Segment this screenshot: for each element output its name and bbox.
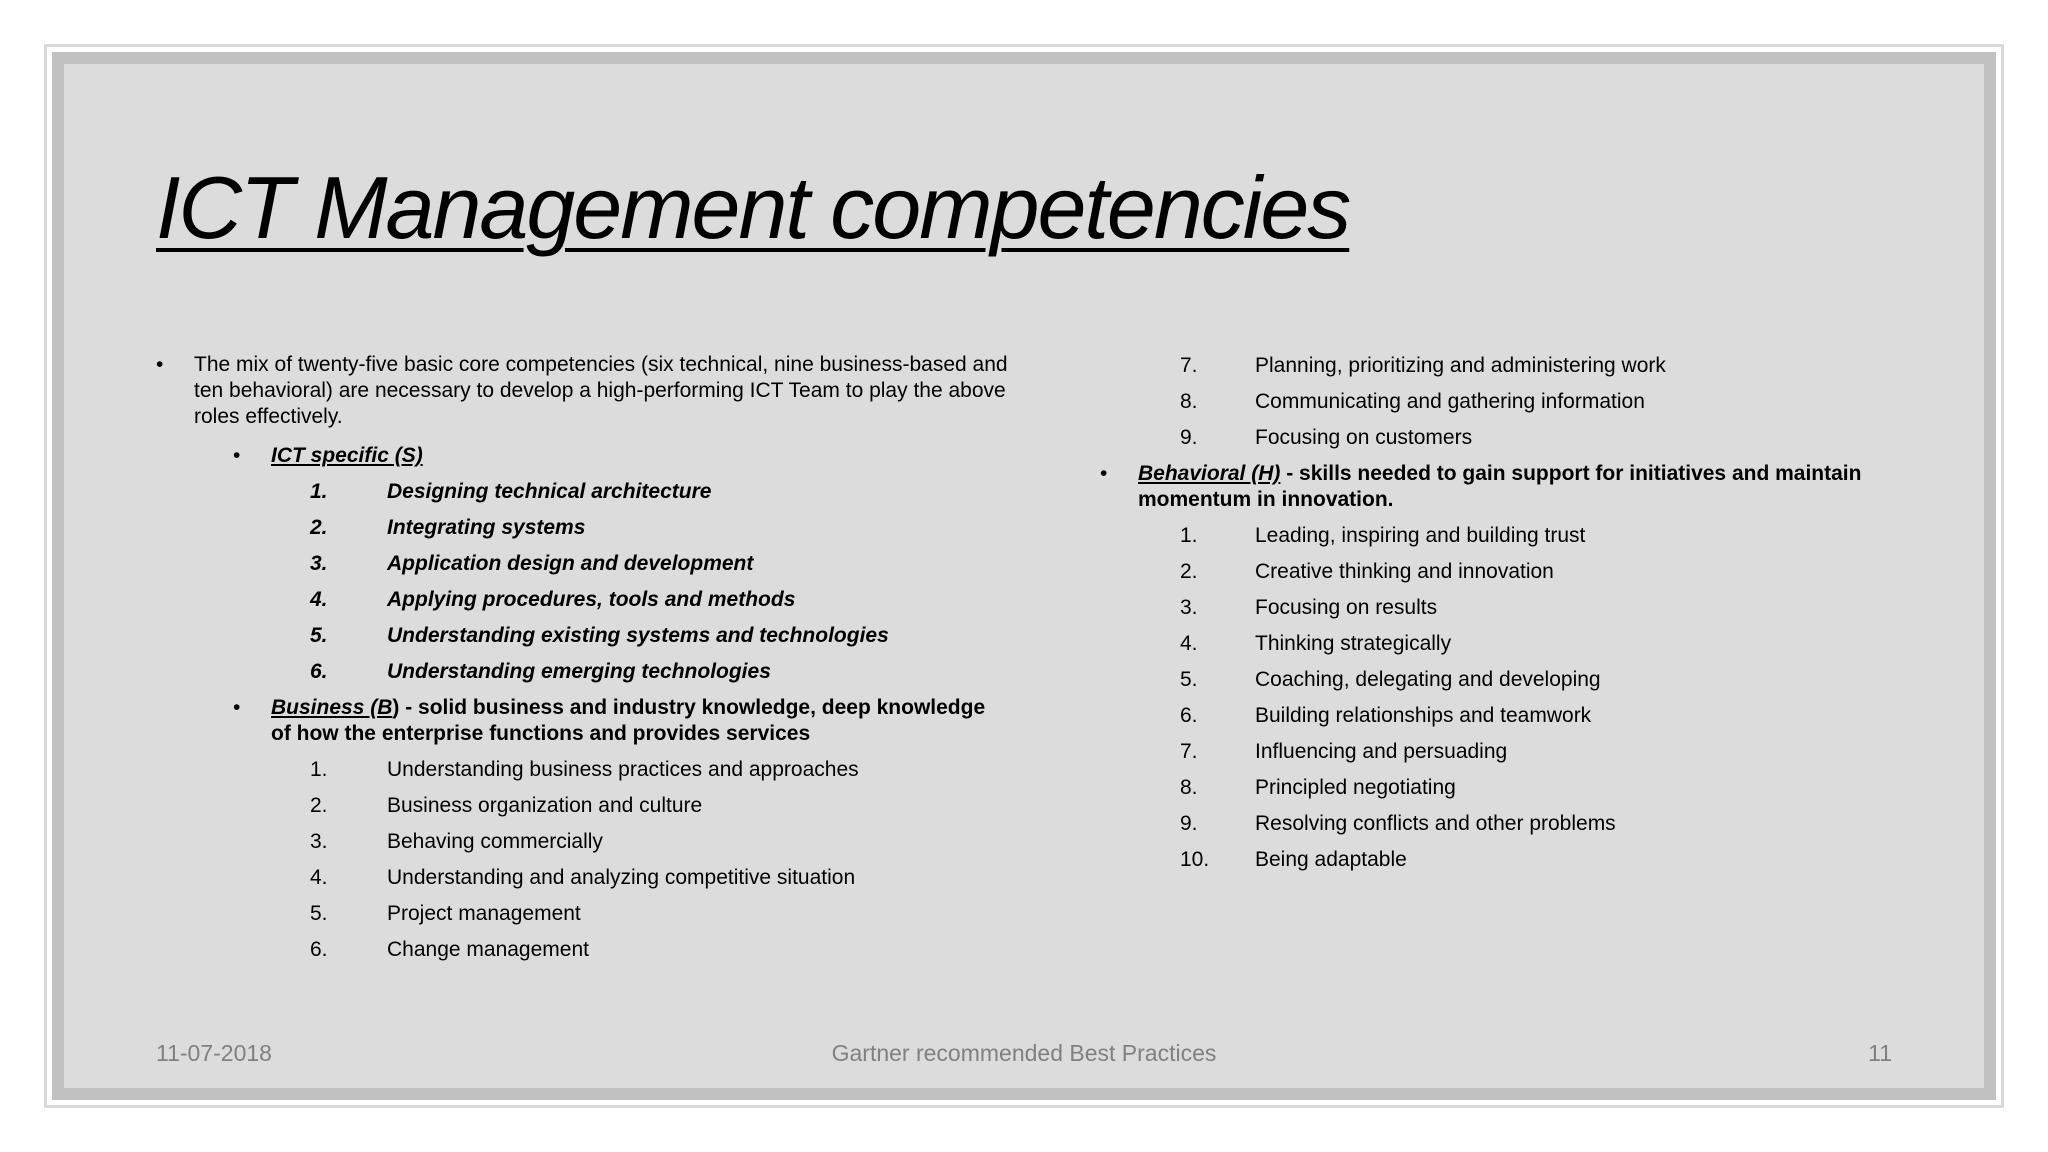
list-item [156, 546, 1036, 582]
ict-specific-bullet [233, 438, 1036, 474]
item-text: Business organization and culture [387, 794, 703, 817]
list-item [156, 618, 1036, 654]
left-column [156, 352, 1036, 968]
list-item [1100, 518, 1900, 554]
business-list [156, 752, 1036, 968]
behavioral-description: - skills needed to gain support for initiatives and maintain momentum in innovation. [1138, 462, 1862, 511]
item-number: 8. [1180, 776, 1198, 799]
business-list-continued [1100, 348, 1900, 456]
list-item [1100, 554, 1900, 590]
business-bullet [233, 695, 991, 747]
item-number: 3. [310, 830, 328, 853]
behavioral-label: Behavioral (H) [1138, 462, 1281, 485]
item-number: 3. [1180, 596, 1198, 619]
list-item [1100, 626, 1900, 662]
item-text: Integrating systems [387, 516, 586, 539]
list-item [1100, 698, 1900, 734]
item-text: Communicating and gathering information [1255, 390, 1645, 413]
intro-bullet [156, 352, 1036, 430]
list-item [156, 788, 1036, 824]
item-text: Planning, prioritizing and administering work [1255, 354, 1666, 377]
list-item [1100, 734, 1900, 770]
item-text: Change management [387, 938, 589, 961]
item-text: Understanding emerging technologies [387, 660, 771, 683]
slide-title: ICT Management competencies [156, 158, 1350, 257]
list-item [156, 752, 1036, 788]
list-item [1100, 348, 1900, 384]
bullet-icon: • [156, 353, 164, 376]
item-text: Coaching, delegating and developing [1255, 668, 1601, 691]
item-number: 7. [1180, 354, 1198, 377]
item-text: Behaving commercially [387, 830, 603, 853]
item-number: 5. [1180, 668, 1198, 691]
item-text: Principled negotiating [1255, 776, 1456, 799]
item-text: Focusing on results [1255, 596, 1438, 619]
item-text: Applying procedures, tools and methods [387, 588, 796, 611]
right-column [1100, 348, 1900, 878]
bullet-icon: • [1100, 462, 1108, 485]
item-text: Understanding existing systems and technologies [387, 624, 889, 647]
footer-center-text: Gartner recommended Best Practices [831, 1040, 1217, 1066]
item-text: Understanding and analyzing competitive situation [387, 866, 856, 889]
item-number: 2. [310, 516, 328, 539]
item-number: 9. [1180, 812, 1198, 835]
item-number: 5. [310, 624, 328, 647]
list-item [156, 654, 1036, 690]
item-number: 9. [1180, 426, 1198, 449]
item-text: Resolving conflicts and other problems [1255, 812, 1616, 835]
business-label: Business (B [271, 696, 393, 719]
item-text: Creative thinking and innovation [1255, 560, 1554, 583]
bullet-icon: • [233, 696, 241, 719]
item-text: Application design and development [387, 552, 754, 575]
business-description: - solid business and industry knowledge, deep knowledge of how the enterprise functions and provides services [271, 696, 986, 745]
item-number: 4. [310, 866, 328, 889]
ict-list [156, 474, 1036, 690]
list-item [1100, 420, 1900, 456]
item-number: 10. [1180, 848, 1210, 871]
list-item [156, 860, 1036, 896]
list-item [1100, 384, 1900, 420]
item-text: Leading, inspiring and building trust [1255, 524, 1586, 547]
item-text: Understanding business practices and approaches [387, 758, 859, 781]
item-number: 2. [1180, 560, 1198, 583]
business-label-tail: ) [392, 696, 400, 719]
item-number: 6. [310, 660, 328, 683]
ict-specific-label: ICT specific (S) [271, 444, 423, 467]
list-item [1100, 770, 1900, 806]
item-number: 1. [1180, 524, 1198, 547]
list-item [156, 582, 1036, 618]
list-item [1100, 842, 1900, 878]
item-text: Focusing on customers [1255, 426, 1473, 449]
item-text: Designing technical architecture [387, 480, 712, 503]
behavioral-bullet [1100, 461, 1878, 513]
page-number: 11 [1868, 1040, 1892, 1066]
behavioral-list [1100, 518, 1900, 878]
list-item [156, 932, 1036, 968]
item-number: 4. [1180, 632, 1198, 655]
item-number: 1. [310, 480, 328, 503]
item-number: 5. [310, 902, 328, 925]
item-number: 1. [310, 758, 328, 781]
item-number: 4. [310, 588, 328, 611]
item-number: 6. [1180, 704, 1198, 727]
item-number: 7. [1180, 740, 1198, 763]
list-item [1100, 806, 1900, 842]
list-item [1100, 590, 1900, 626]
list-item [156, 510, 1036, 546]
list-item [156, 896, 1036, 932]
bullet-icon: • [233, 444, 241, 467]
intro-text: The mix of twenty-five basic core competencies (six technical, nine business-based and ten behavioral) are necessary to develop a high-performing ICT Team to play the above roles effectively. [194, 353, 1008, 428]
list-item [156, 824, 1036, 860]
item-text: Being adaptable [1255, 848, 1407, 871]
footer-date: 11-07-2018 [156, 1040, 272, 1066]
list-item [156, 474, 1036, 510]
item-text: Building relationships and teamwork [1255, 704, 1592, 727]
item-number: 8. [1180, 390, 1198, 413]
item-text: Project management [387, 902, 581, 925]
item-text: Thinking strategically [1255, 632, 1452, 655]
list-item [1100, 662, 1900, 698]
item-number: 6. [310, 938, 328, 961]
item-number: 2. [310, 794, 328, 817]
item-text: Influencing and persuading [1255, 740, 1508, 763]
item-number: 3. [310, 552, 328, 575]
